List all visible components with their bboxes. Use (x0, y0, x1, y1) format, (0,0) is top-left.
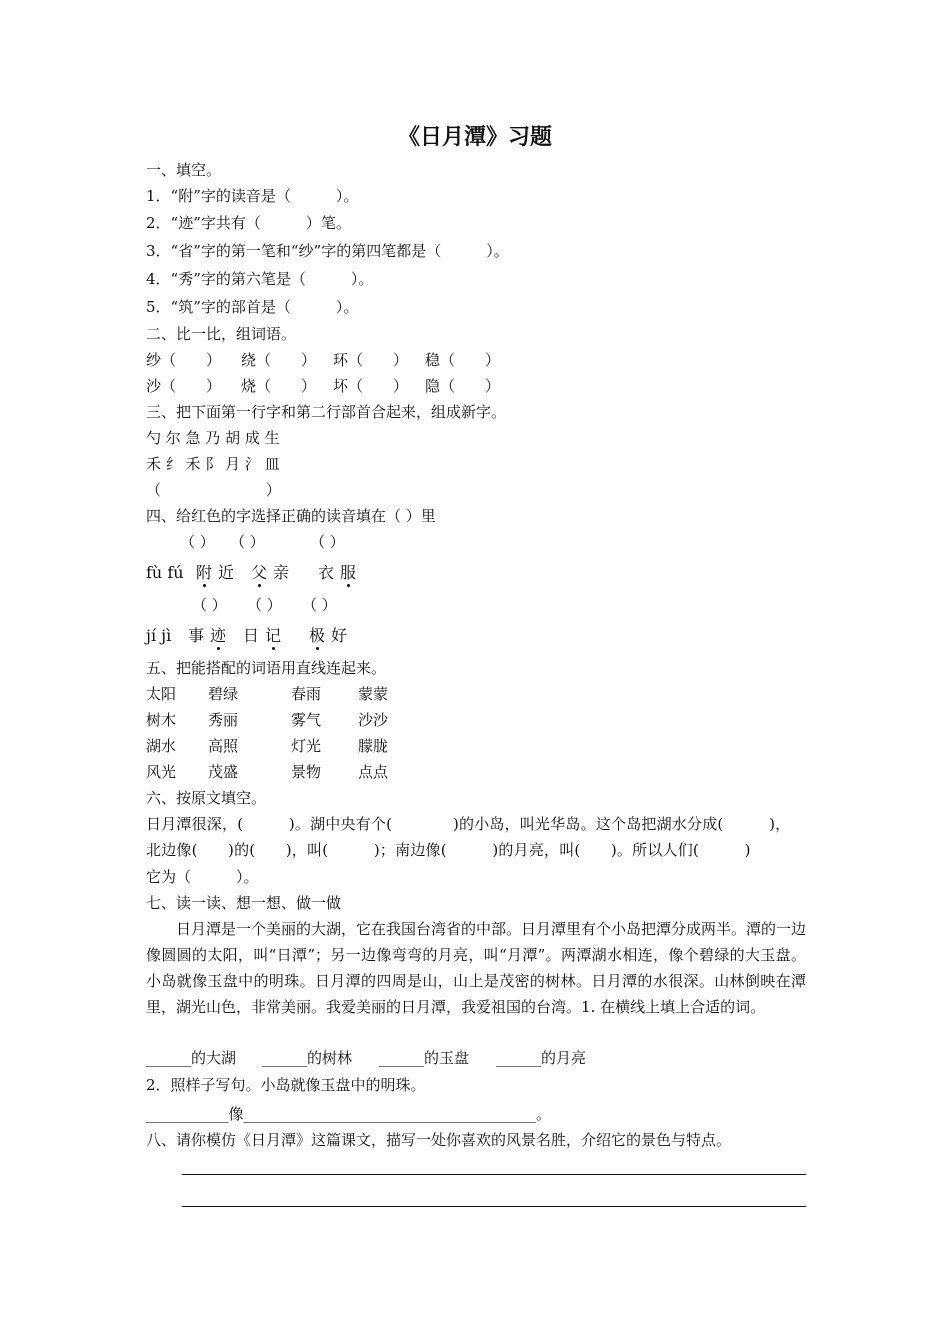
word-shiji (188, 626, 226, 646)
dotted-char: 记 (265, 626, 282, 645)
fill-blank: ______的玉盘 (379, 1049, 470, 1067)
section-7-heading: 七、读一读、想一想、做一做 (146, 894, 342, 912)
match-word: 风光 (146, 763, 177, 781)
s1-item-3: 3．“省”字的第一笔和“纱”字的第四笔都是（ ）。 (146, 242, 509, 260)
s2-word: 烧（ ） (241, 377, 317, 395)
section-5-heading: 五、把能搭配的词语用直线连起来。 (146, 659, 387, 677)
s6-line-2: 北边像( )的( )，叫( )；南边像( )的月亮，叫( )。所以人们( ) (146, 841, 751, 859)
s3-row-1: 勺 尔 急 乃 胡 成 生 (146, 429, 280, 447)
pinyin-options: fù fú (146, 563, 184, 582)
s1-item-5: 5．“筑”字的部首是（ ）。 (146, 298, 359, 316)
match-word: 沙沙 (358, 711, 389, 729)
section-8-heading: 八、请你模仿《日月潭》这篇课文，描写一处你喜欢的风景名胜，介绍它的景色与特点。 (146, 1131, 732, 1149)
match-word: 蒙蒙 (358, 685, 389, 703)
word-fuqin (251, 563, 289, 583)
s3-answer-blank: （ ） (146, 481, 281, 499)
match-word: 碧绿 (208, 685, 239, 703)
writing-line (182, 1206, 806, 1207)
s2-word: 隐（ ） (425, 377, 501, 395)
s2-word: 沙（ ） (146, 377, 222, 395)
section-4-heading: 四、给红色的字选择正确的读音填在（ ）里 (146, 507, 436, 525)
section-3-heading: 三、把下面第一行字和第二行部首合起来，组成新字。 (146, 403, 507, 421)
match-word: 秀丽 (208, 711, 239, 729)
answer-blank: （ ） (310, 533, 345, 551)
s2-word: 环（ ） (333, 351, 409, 369)
section-6-heading: 六、按原文填空。 (146, 789, 267, 807)
s7-sentence-blank: ___________像_______________________________________。 (146, 1105, 552, 1123)
s1-item-1: 1．“附”字的读音是（ ）。 (146, 187, 359, 205)
word-yifu (318, 563, 356, 583)
answer-blank: （ ） (180, 533, 215, 551)
word-riji (243, 626, 281, 646)
answer-blank: （ ） (230, 533, 265, 551)
plain-char: 日 (243, 626, 260, 645)
fill-blank: ______的月亮 (496, 1049, 587, 1067)
writing-line (182, 1174, 806, 1175)
match-word: 点点 (358, 763, 389, 781)
dotted-char: 服 (340, 563, 357, 582)
s2-word: 纱（ ） (146, 351, 222, 369)
answer-blank: （ ） (302, 596, 337, 614)
answer-blank: （ ） (192, 596, 227, 614)
word-fujin (196, 563, 234, 583)
s3-row-2: 禾 纟 禾 阝 月 氵 皿 (146, 455, 280, 473)
match-word: 树木 (146, 711, 177, 729)
dotted-char: 迹 (210, 626, 227, 645)
section-2-heading: 二、比一比，组词语。 (146, 325, 297, 343)
match-word: 雾气 (291, 711, 322, 729)
section-1-heading: 一、填空。 (146, 161, 222, 179)
plain-char: 亲 (273, 563, 290, 582)
s7-question-2: 2．照样子写句。小岛就像玉盘中的明珠。 (146, 1076, 426, 1094)
dotted-char: 父 (251, 563, 268, 582)
dotted-char: 附 (196, 563, 213, 582)
fill-blank: ______的大湖 (146, 1049, 237, 1067)
s2-word: 绕（ ） (241, 351, 317, 369)
word-jihao (309, 626, 347, 646)
match-word: 景物 (291, 763, 322, 781)
fill-blank: ______的树林 (262, 1049, 353, 1067)
match-word: 茂盛 (208, 763, 239, 781)
match-word: 高照 (208, 737, 239, 755)
plain-char: 好 (331, 626, 348, 645)
s2-word: 坏（ ） (333, 377, 409, 395)
s6-line-3: 它为（ ）。 (146, 868, 259, 886)
s1-item-2: 2．“迹”字共有（ ）笔。 (146, 214, 351, 232)
page-title: 《日月潭》习题 (397, 124, 552, 150)
plain-char: 事 (188, 626, 205, 645)
dotted-char: 极 (309, 626, 326, 645)
s2-word: 稳（ ） (425, 351, 501, 369)
answer-blank: （ ） (247, 596, 282, 614)
match-word: 湖水 (146, 737, 177, 755)
match-word: 太阳 (146, 685, 177, 703)
s7-passage: 日月潭是一个美丽的大湖，它在我国台湾省的中部。日月潭里有个小岛把潭分成两半。潭的一边像圆圆的太阳，叫“日潭”；另一边像弯弯的月亮，叫“月潭”。两潭湖水相连，像个碧绿的大玉盘。小岛就像玉盘中的明珠。日月潭的四周是山，山上是茂密的树林。日月潭的水很深。山林倒映在潭里，湖光山色，非常美丽。我爱美丽的日月潭，我爱祖国的台湾。1. 在横线上填上合适的词。 (146, 920, 807, 1016)
s1-item-4: 4．“秀”字的第六笔是（ ）。 (146, 270, 374, 288)
plain-char: 衣 (318, 563, 335, 582)
pinyin-options: jí jì (146, 626, 172, 645)
match-word: 朦胧 (358, 737, 389, 755)
match-word: 春雨 (291, 685, 322, 703)
s6-line-1: 日月潭很深，( )。湖中央有个( )的小岛，叫光华岛。这个岛把湖水分成( )， (146, 815, 791, 833)
plain-char: 近 (218, 563, 235, 582)
match-word: 灯光 (291, 737, 322, 755)
